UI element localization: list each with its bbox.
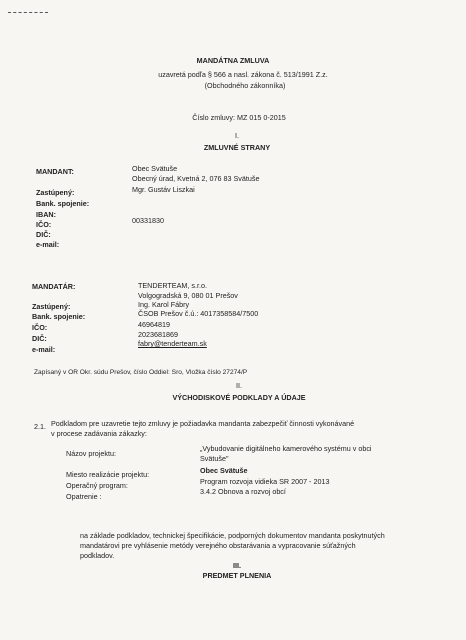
mandatar-address: Volgogradská 9, 080 01 Prešov — [138, 291, 238, 300]
mandant-name: Obec Svätuše — [132, 164, 178, 173]
section-3-title: PREDMET PLNENIA — [202, 571, 272, 580]
section-2-title: VÝCHODISKOVÉ PODKLADY A ÚDAJE — [172, 393, 306, 402]
section-3-numeral: III. — [233, 561, 241, 570]
mandatar-email-label: e-mail: — [32, 345, 56, 354]
para-2-1-line-1: Podkladom pre uzavretie tejto zmluvy je požiadavka mandanta zabezpečiť činnosti vykonávané — [51, 419, 355, 428]
para-2-1-number: 2.1. — [34, 422, 46, 431]
section-1-numeral: I. — [235, 131, 239, 140]
closing-line-2: mandatárovi pre vyhlásenie metódy verejného obstarávania a vypracovanie súťažných — [80, 541, 356, 550]
operational-program-label: Operačný program: — [66, 481, 128, 490]
mandatar-email-link[interactable]: fabry@tenderteam.sk — [138, 339, 207, 348]
mandant-label: MANDANT: — [36, 167, 74, 176]
mandatar-label: MANDATÁR: — [32, 282, 76, 291]
mandatar-dic-label: DIČ: — [32, 334, 47, 343]
mandant-address: Obecný úrad, Kvetná 2, 076 83 Svätuše — [132, 174, 260, 183]
section-2-numeral: II. — [236, 381, 242, 390]
contract-subtitle-code: (Obchodného zákonníka) — [204, 81, 286, 90]
closing-line-3: podkladov. — [80, 551, 115, 560]
mandatar-ico-label: IČO: — [32, 323, 48, 332]
contract-subtitle-law: uzavretá podľa § 566 a nasl. zákona č. 513/1991 Z.z. — [158, 70, 328, 79]
mandatar-register-note: Zapísaný v OR Okr. súdu Prešov, číslo Oddiel: Sro, Vložka číslo 27274/P — [34, 369, 248, 376]
measure-value: 3.4.2 Obnova a rozvoj obcí — [200, 487, 286, 496]
mandant-ico-value: 00331830 — [132, 216, 164, 225]
mandatar-bank-label: Bank. spojenie: — [32, 312, 86, 321]
project-name-label: Názov projektu: — [66, 449, 116, 458]
mandatar-ico-value: 46964819 — [138, 320, 170, 329]
mandant-rep-value: Mgr. Gustáv Liszkai — [132, 185, 195, 194]
mandatar-rep-label: Zastúpený: — [32, 302, 71, 311]
mandant-ico-label: IČO: — [36, 220, 52, 229]
closing-line-1: na základe podkladov, technickej špecifikácie, podporných dokumentov mandanta poskytnutých — [80, 531, 385, 540]
scan-mark — [8, 12, 48, 13]
operational-program-value: Program rozvoja vidieka SR 2007 - 2013 — [200, 477, 330, 486]
project-name-value-line-2: Svätuše" — [200, 454, 229, 463]
mandant-dic-label: DIČ: — [36, 230, 51, 239]
contract-number: Číslo zmluvy: MZ 015 0-2015 — [192, 113, 286, 122]
para-2-1-line-2: v procese zadávania zákazky: — [51, 429, 147, 438]
mandant-bank-label: Bank. spojenie: — [36, 199, 90, 208]
mandant-email-label: e-mail: — [36, 240, 60, 249]
mandant-rep-label: Zastúpený: — [36, 188, 75, 197]
measure-label: Opatrenie : — [66, 492, 102, 501]
project-place-value: Obec Svätuše — [200, 466, 248, 475]
mandatar-rep-value: Ing. Karol Fábry — [138, 300, 190, 309]
mandatar-name: TENDERTEAM, s.r.o. — [138, 281, 207, 290]
mandatar-bank-value: ČSOB Prešov č.ú.: 4017358584/7500 — [138, 309, 259, 318]
contract-title: MANDÁTNA ZMLUVA — [196, 56, 270, 65]
mandatar-dic-value: 2023681869 — [138, 330, 178, 339]
project-name-value-line-1: „Vybudovanie digitálneho kamerového systému v obci — [200, 444, 372, 453]
project-place-label: Miesto realizácie projektu: — [66, 470, 150, 479]
mandant-iban-label: IBAN: — [36, 210, 56, 219]
section-1-title: ZMLUVNÉ STRANY — [203, 143, 271, 152]
